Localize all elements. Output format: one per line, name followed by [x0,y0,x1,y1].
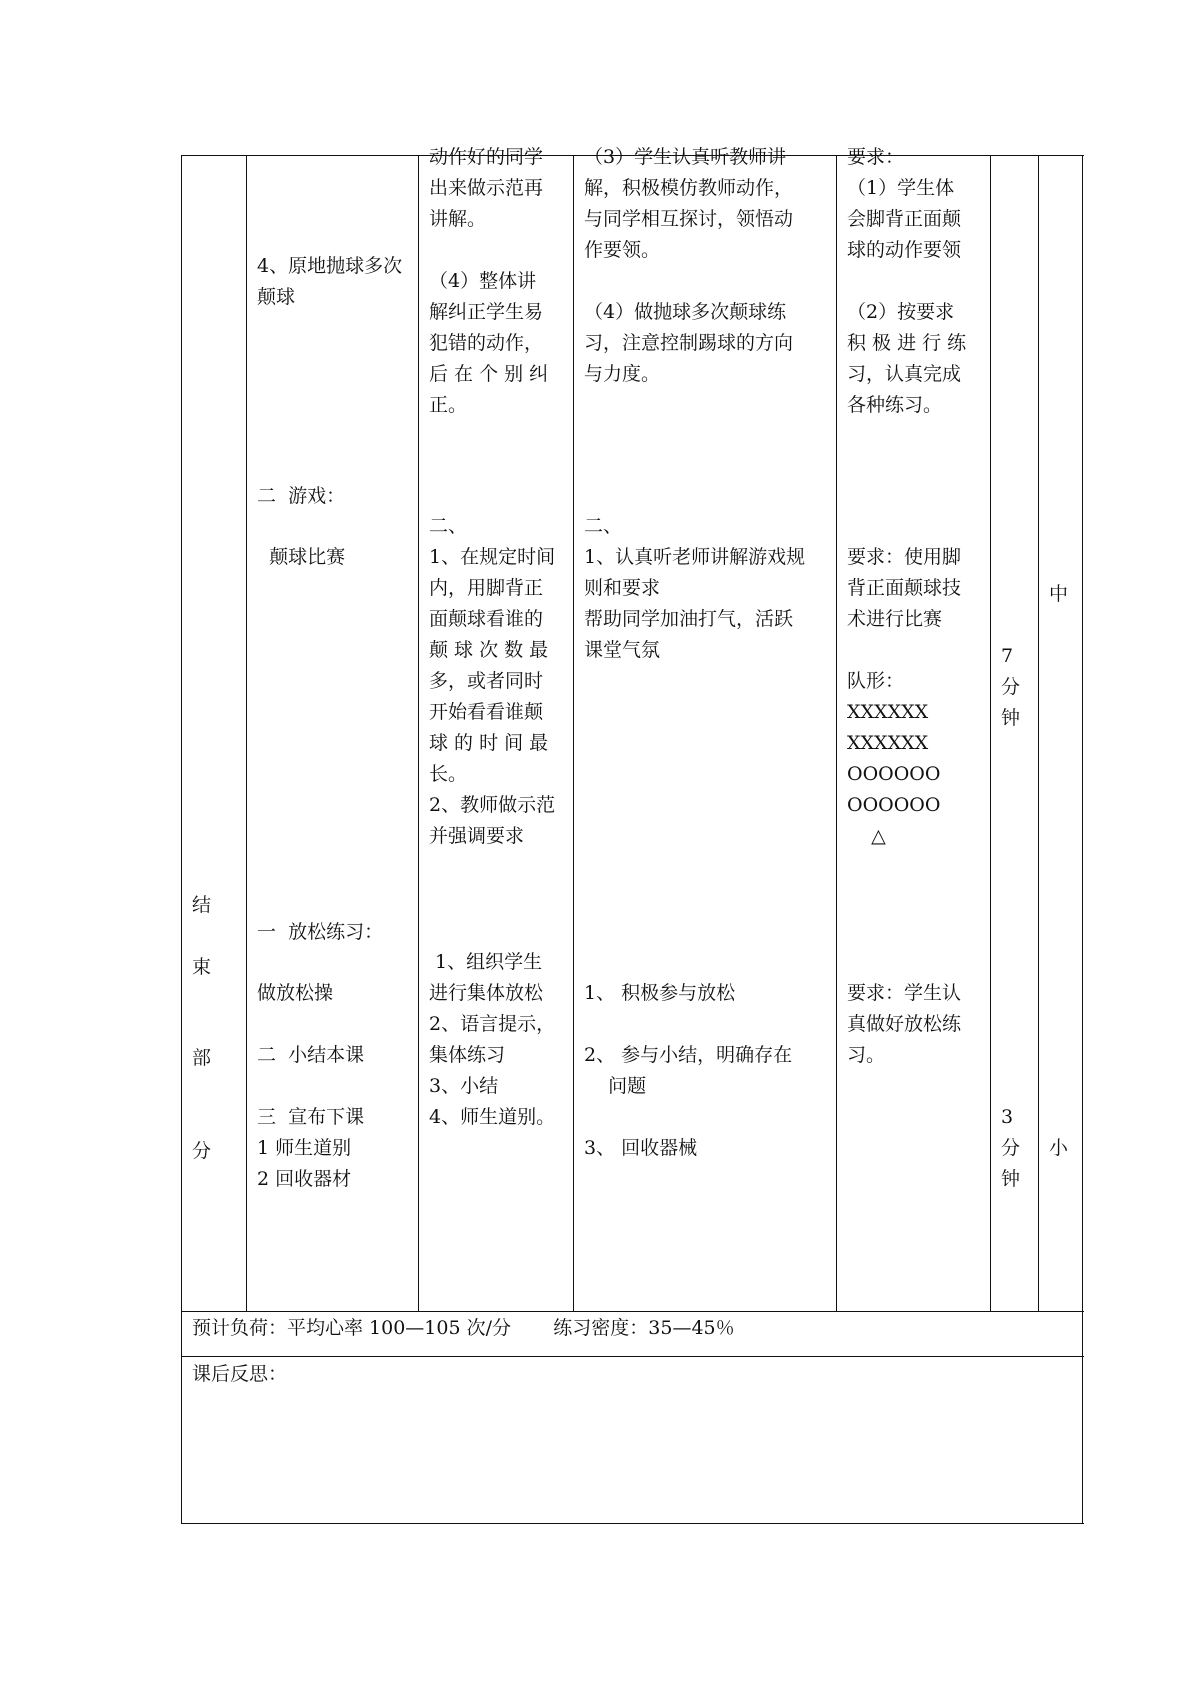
org-line: 会脚背正面颠 [847,208,962,230]
org-line: 习，认真完成 [847,363,962,385]
column-divider-3 [573,155,574,1312]
student-line: 习，注意控制踢球的方向 [584,332,794,354]
org-line: 队形： [847,670,905,692]
org-line: 背正面颠球技 [847,577,962,599]
intensity-line: 小 [1049,1137,1069,1159]
column-divider-5 [990,155,991,1312]
column-divider-6 [1038,155,1039,1312]
content-line: 做放松操 [257,982,334,1004]
content-line: 4、原地抛球多次 [257,255,403,277]
org-line: 要求：学生认 [847,982,962,1004]
time-line: 钟 [1001,707,1021,729]
student-line: （3）学生认真听教师讲 [584,146,787,168]
content-line: 颠球 [257,286,296,308]
org-line: OOOOOO [847,763,941,785]
teacher-line: 面颠球看谁的 [429,608,544,630]
table-bottom-border [181,1523,1084,1524]
teacher-line: 2、语言提示， [429,1013,556,1035]
content-line: 1 师生道别 [257,1137,352,1159]
section-label-char: 部 [192,1047,212,1069]
content-line: 三 宣布下课 [257,1106,365,1128]
section-label-char: 束 [192,956,212,978]
student-line: 3、 回收器械 [584,1137,698,1159]
teacher-line: 并强调要求 [429,825,525,847]
section-label-char: 结 [192,894,212,916]
teacher-line: 二、 [429,515,468,537]
column-divider-1 [246,155,247,1312]
org-line: XXXXXX [847,732,929,754]
org-line: OOOOOO [847,794,941,816]
org-line: 术进行比赛 [847,608,943,630]
student-line: （4）做抛球多次颠球练 [584,301,787,323]
time-line: 3 [1001,1106,1014,1128]
column-divider-4 [836,155,837,1312]
teacher-line: 解纠正学生易 [429,301,544,323]
content-line: 二 小结本课 [257,1044,365,1066]
student-line: 与同学相互探讨，领悟动 [584,208,794,230]
teacher-line: 多，或者同时 [429,670,544,692]
org-line: △ [847,825,886,847]
org-line: 要求： [847,146,905,168]
student-line: 作要领。 [584,239,661,261]
teacher-line: 3、小结 [429,1075,499,1097]
student-line: 解，积极模仿教师动作， [584,177,794,199]
time-line: 分 [1001,1137,1021,1159]
teacher-line: 犯错的动作， [429,332,544,354]
teacher-line: 进行集体放松 [429,982,544,1004]
time-line: 7 [1001,645,1014,667]
org-line: 球的动作要领 [847,239,962,261]
org-line: XXXXXX [847,701,929,723]
student-line: 1、认真听老师讲解游戏规 [584,546,806,568]
teacher-line: 动作好的同学 [429,146,544,168]
table-reflection-row-top [181,1356,1084,1357]
org-line: 真做好放松练 [847,1013,962,1035]
expected-load-text: 预计负荷：平均心率 100—105 次/分 练习密度：35—45％ [192,1317,735,1339]
reflection-label: 课后反思： [192,1363,288,1385]
teacher-line: 开始看看谁颠 [429,701,544,723]
org-line: （2）按要求 [847,301,955,323]
teacher-line: 2、教师做示范 [429,794,556,816]
student-line: 2、 参与小结，明确存在 [584,1044,793,1066]
student-line: 1、 积极参与放松 [584,982,736,1004]
student-line: 二、 [584,515,623,537]
table-left-border [181,155,182,1524]
org-line: （1）学生体 [847,177,955,199]
teacher-line: 1、组织学生 [429,951,543,973]
teacher-line: 正。 [429,394,468,416]
student-line: 课堂气氛 [584,639,661,661]
org-line: 要求：使用脚 [847,546,962,568]
teacher-line: 后 在 个 别 纠 [429,363,549,385]
content-line: 一 放松练习： [257,921,384,943]
teacher-line: 长。 [429,763,468,785]
student-line: 问题 [584,1075,647,1097]
section-label-char: 分 [192,1140,212,1162]
org-line: 积 极 进 行 练 [847,332,967,354]
content-line: 2 回收器材 [257,1168,352,1190]
intensity-line: 中 [1049,583,1069,605]
column-divider-2 [418,155,419,1312]
student-line: 与力度。 [584,363,661,385]
student-line: 则和要求 [584,577,661,599]
teacher-line: 讲解。 [429,208,487,230]
teacher-line: （4）整体讲 [429,270,537,292]
org-line: 各种练习。 [847,394,943,416]
org-line: 习。 [847,1044,886,1066]
teacher-line: 内，用脚背正 [429,577,544,599]
teacher-line: 出来做示范再 [429,177,544,199]
teacher-line: 球 的 时 间 最 [429,732,549,754]
student-line: 帮助同学加油打气，活跃 [584,608,794,630]
teacher-line: 4、师生道别。 [429,1106,556,1128]
content-line: 颠球比赛 [257,546,346,568]
teacher-line: 1、在规定时间 [429,546,556,568]
content-line: 二 游戏： [257,485,346,507]
time-line: 分 [1001,676,1021,698]
teacher-line: 颠 球 次 数 最 [429,639,549,661]
table-right-border [1082,155,1083,1524]
teacher-line: 集体练习 [429,1044,506,1066]
time-line: 钟 [1001,1168,1021,1190]
